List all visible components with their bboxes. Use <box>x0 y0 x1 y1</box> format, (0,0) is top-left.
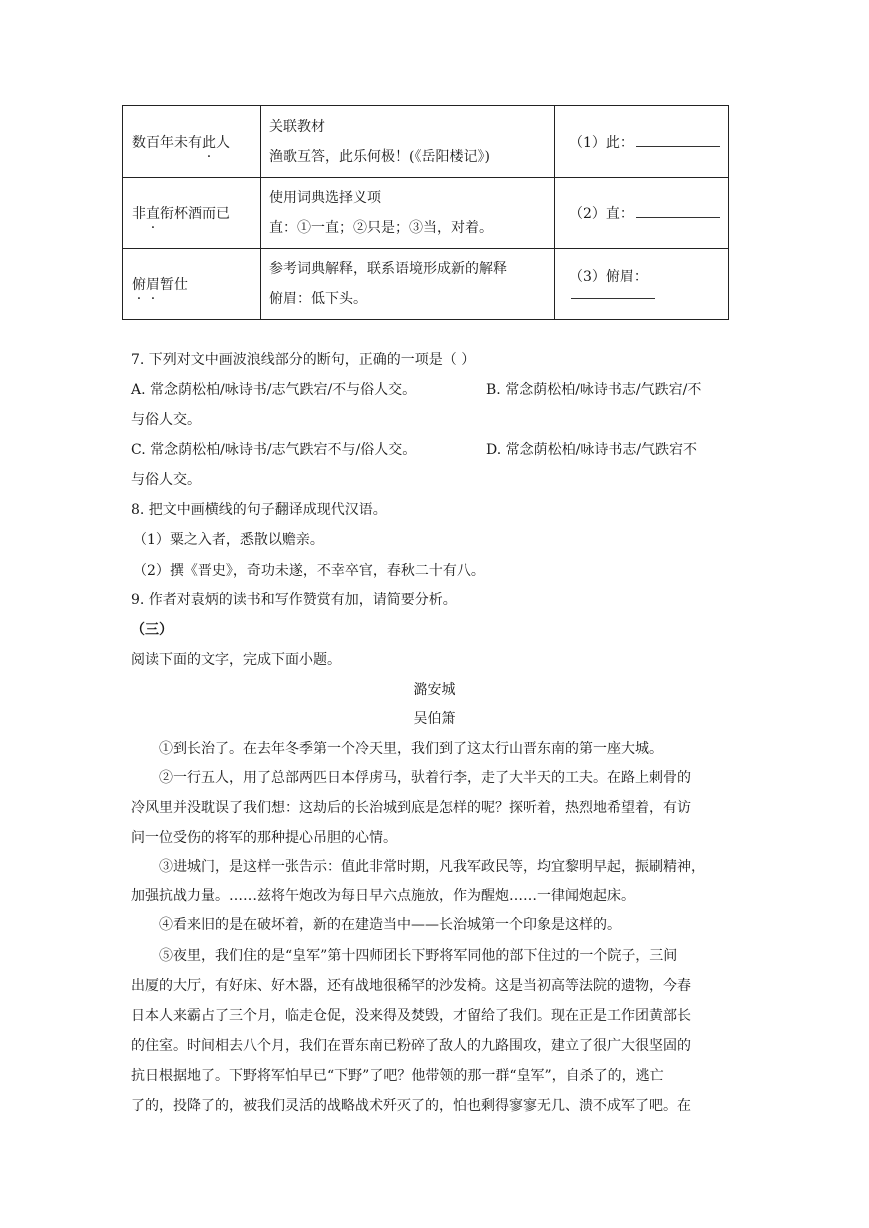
table-row <box>123 106 729 178</box>
passage-line: 加强抗战力量。……兹将午炮改为每日早六点施放，作为醒炮……一律闻炮起床。 <box>131 888 635 904</box>
answer-label: （2）直： <box>569 206 634 222</box>
question-8-stem: 8. 把文中画横线的句子翻译成现代汉语。 <box>131 502 387 518</box>
passage-line: 冷风里并没耽误了我们想：这劫后的长治城到底是怎样的呢？探听着，热烈地希望着，有访 <box>131 800 691 816</box>
emphasis-dot-char: 俯 <box>132 277 146 293</box>
passage-line: ②一行五人，用了总部两匹日本俘虏马，驮着行李，走了大半天的工夫。在路上刺骨的 <box>159 770 691 786</box>
method-detail: 俯眉：低下头。 <box>269 291 367 307</box>
answer-blank[interactable] <box>636 134 720 147</box>
method-title: 使用词典选择义项 <box>269 190 381 206</box>
passage-line: ⑤夜里，我们住的是“皇军”第十四师团长下野将军同他的部下住过的一个院子，三间 <box>159 948 678 964</box>
question-7-option-c[interactable]: C. 常念荫松柏/咏诗书/志气跌宕不与/俗人交。 <box>131 442 417 458</box>
table-cell-answer <box>555 249 729 320</box>
table-cell-method <box>261 106 555 178</box>
table-cell-answer <box>555 106 729 178</box>
question-7-stem: 7. 下列对文中画波浪线部分的断句，正确的一项是（ ） <box>131 352 476 368</box>
passage-line: 了的，投降了的，被我们灵活的战略战术歼灭了的，怕也剩得寥寥无几、溃不成军了吧。在 <box>131 1098 691 1114</box>
table-cell-word: 数百年未有此人 <box>123 106 261 178</box>
passage-line: ③进城门，是这样一张告示：值此非常时期，凡我军政民等，均宜黎明早起，振刷精神， <box>159 859 705 875</box>
table-row <box>123 178 729 249</box>
method-title: 参考词典解释，联系语境形成新的解释 <box>269 261 507 277</box>
method-title: 关联教材 <box>269 118 325 135</box>
passage-line: ①到长治了。在去年冬季第一个冷天里，我们到了这太行山晋东南的第一座大城。 <box>159 741 663 757</box>
vocabulary-table <box>122 105 729 320</box>
question-9-stem: 9. 作者对袁炳的读书和写作赞赏有加，请简要分析。 <box>131 592 457 608</box>
table-cell-method <box>261 178 555 249</box>
passage-line: 的住室。时间相去八个月，我们在晋东南已粉碎了敌人的九路围攻，建立了很广大很坚固的 <box>131 1038 691 1054</box>
question-7-option-d[interactable]: D. 常念荫松柏/咏诗书志/气跌宕不 <box>486 442 698 458</box>
table-row <box>123 249 729 320</box>
emphasis-dot-char: 直 <box>146 206 160 222</box>
section-heading: （三） <box>131 622 173 638</box>
passage-line: 问一位受伤的将军的那种提心吊胆的心情。 <box>131 830 397 846</box>
question-7-option-d-cont: 与俗人交。 <box>131 472 201 488</box>
table-cell-method <box>261 249 555 320</box>
passage-author: 吴伯箫 <box>413 711 456 727</box>
passage-line: 抗日根据地了。下野将军怕早已“下野”了吧？他带领的那一群“皇军”，自杀了的，逃亡 <box>131 1068 664 1084</box>
method-detail: 直：①一直；②只是；③当，对着。 <box>269 220 493 236</box>
question-7-option-b[interactable]: B. 常念荫松柏/咏诗书志/气跌宕/不 <box>486 382 702 398</box>
emphasis-dot-char: 此 <box>202 134 216 151</box>
table-cell-word: 非直衔杯酒而已 <box>123 178 261 249</box>
passage-line: 出厦的大厅，有好床、好木器，还有战地很稀罕的沙发椅。这是当初高等法院的遗物，今春 <box>131 978 691 994</box>
passage-line: ④看来旧的是在破坏着，新的在建造当中——长治城第一个印象是这样的。 <box>159 917 621 933</box>
answer-label: （3）俯眉： <box>569 268 648 285</box>
question-8-item-2: （2）撰《晋史》，奇功未遂，不幸卒官，春秋二十有八。 <box>133 563 485 579</box>
answer-blank[interactable] <box>571 286 655 299</box>
section-instruction: 阅读下面的文字，完成下面小题。 <box>131 652 341 668</box>
table-cell-answer <box>555 178 729 249</box>
answer-blank[interactable] <box>636 205 720 218</box>
answer-label: （1）此： <box>569 134 634 151</box>
question-8-item-1: （1）粟之入者，悉散以赡亲。 <box>133 532 324 548</box>
passage-line: 日本人来霸占了三个月，临走仓促，没来得及焚毁，才留给了我们。现在正是工作团黄部长 <box>131 1008 691 1024</box>
question-7-option-a[interactable]: A. 常念荫松柏/咏诗书/志气跌宕/不与俗人交。 <box>131 382 417 398</box>
question-7-option-b-cont: 与俗人交。 <box>131 412 201 428</box>
table-cell-word: 俯眉暂仕 <box>123 249 261 320</box>
emphasis-dot-char: 眉 <box>146 277 160 293</box>
passage-title: 潞安城 <box>413 682 456 698</box>
method-detail: 渔歌互答，此乐何极！(《岳阳楼记》) <box>269 148 490 165</box>
